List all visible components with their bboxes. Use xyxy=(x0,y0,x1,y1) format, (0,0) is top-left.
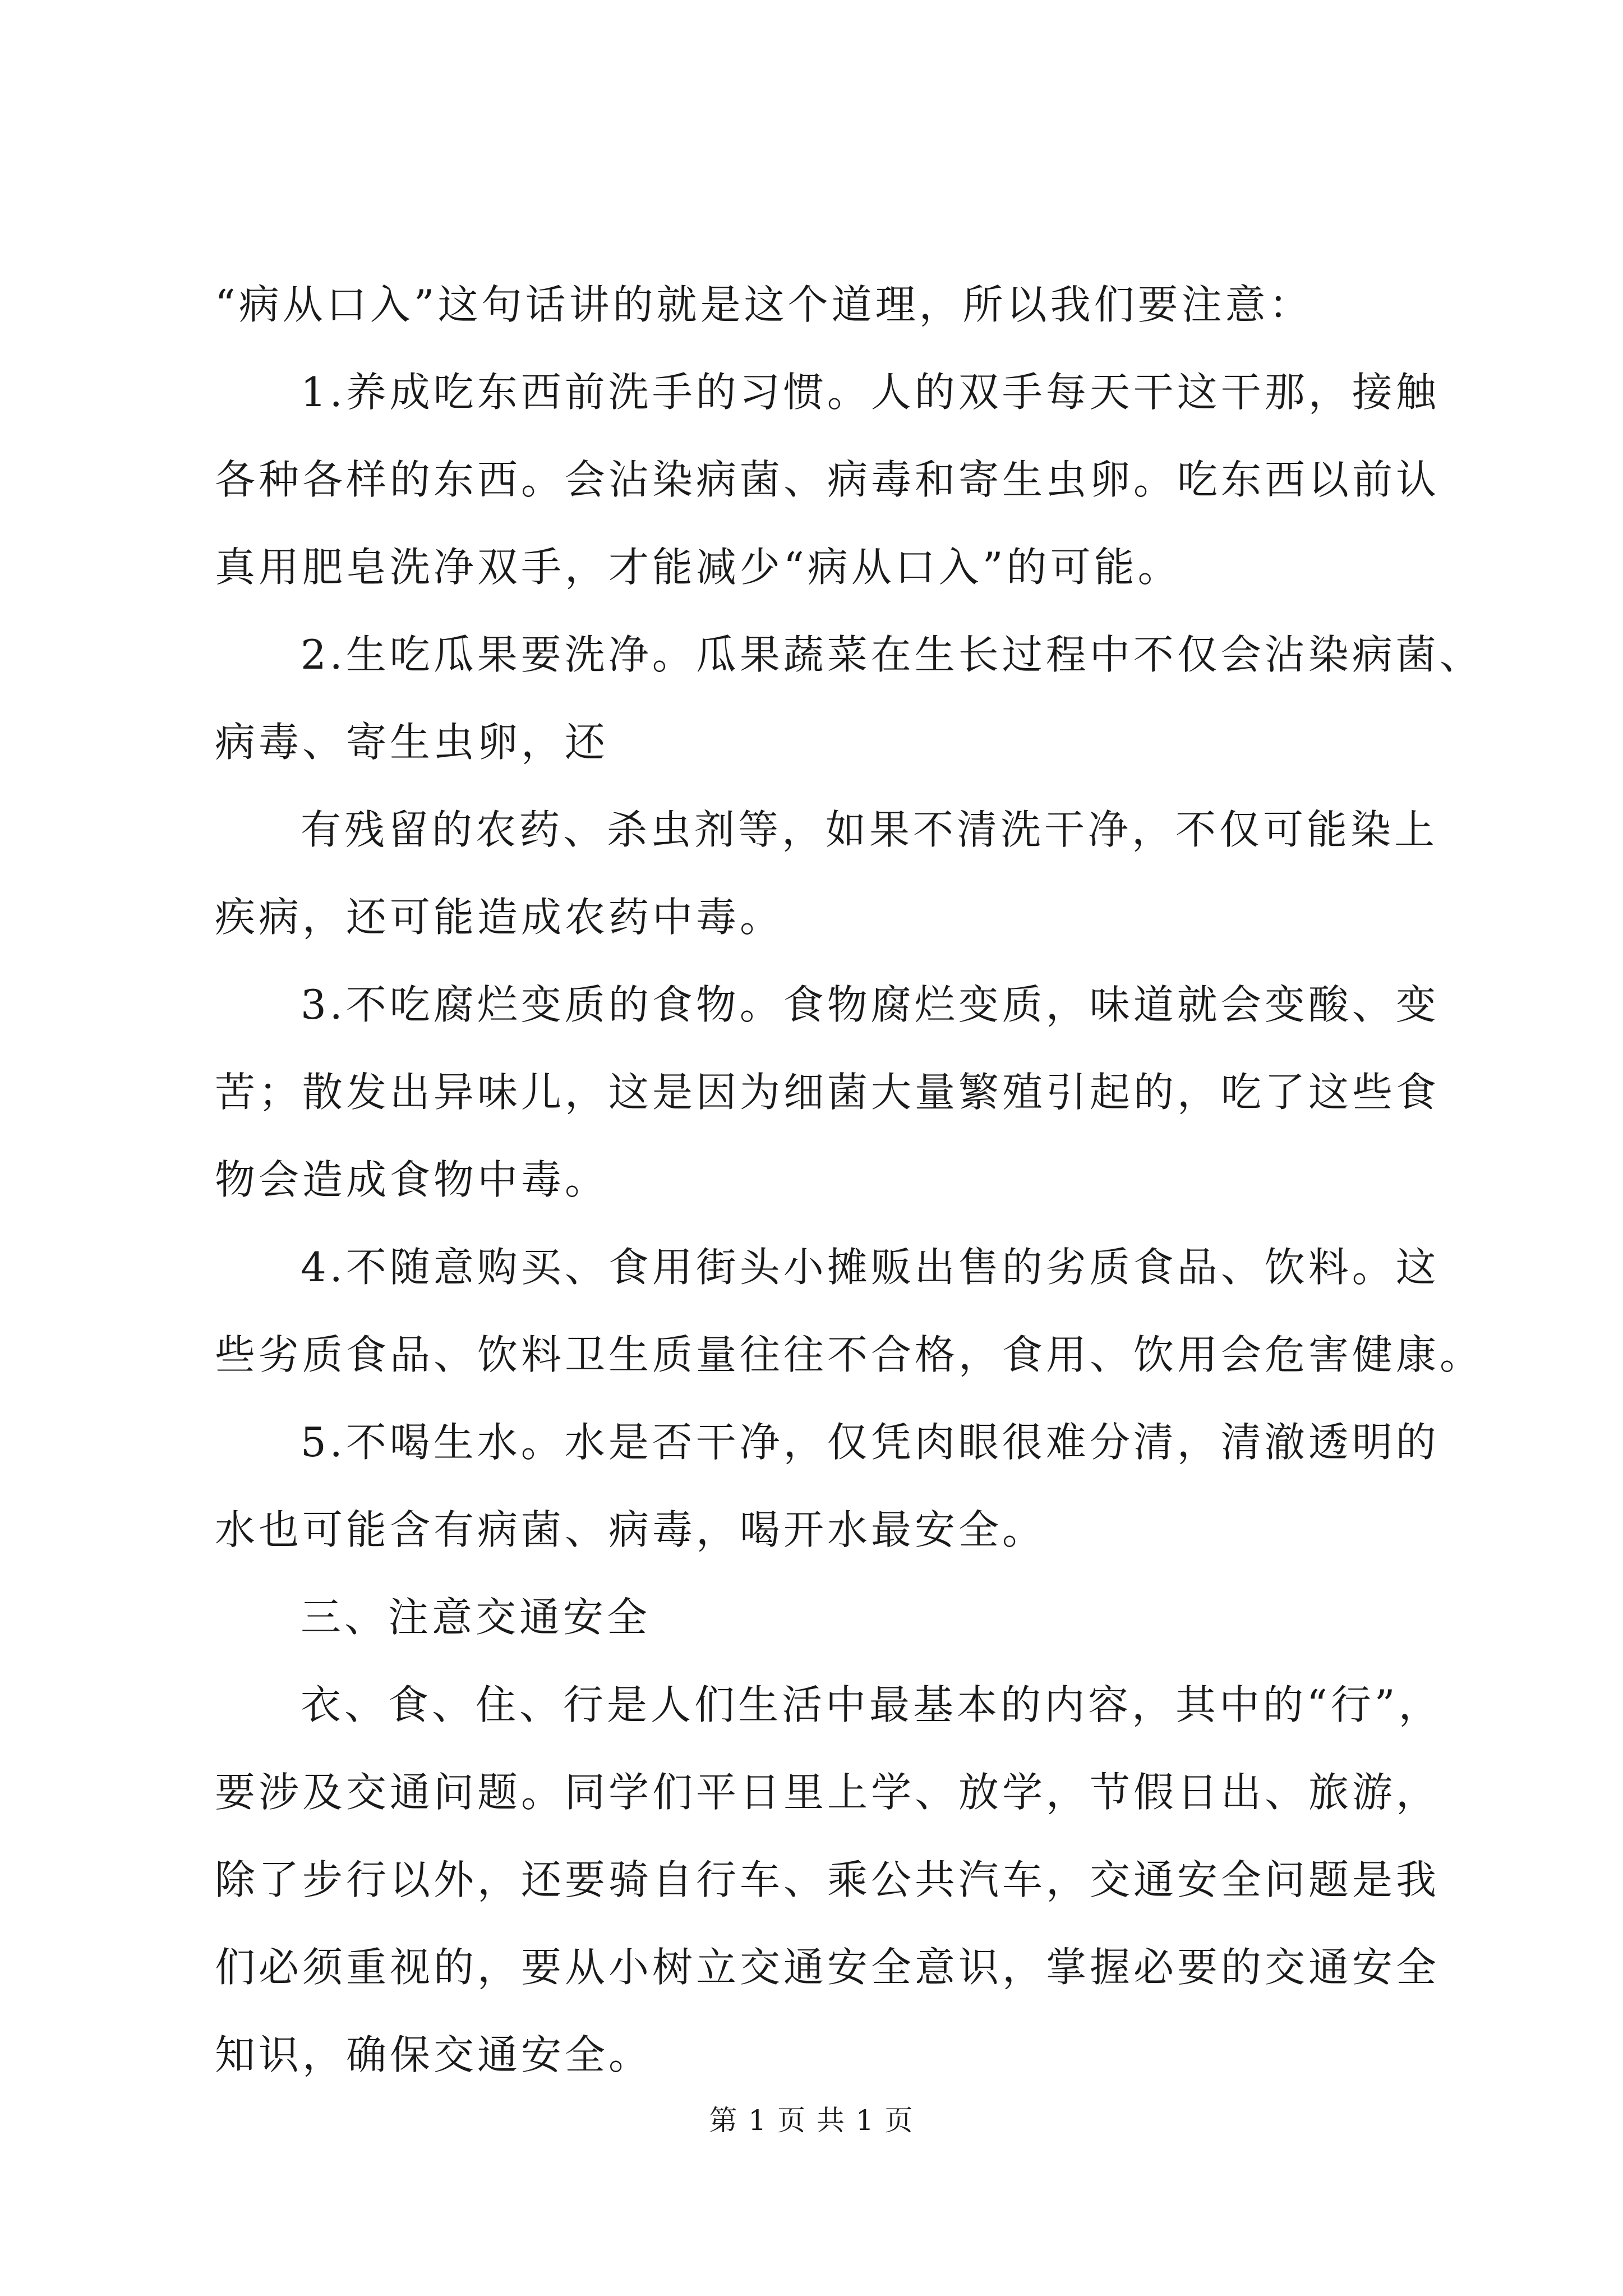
text-line: “病从口入”这句话讲的就是这个道理，所以我们要注意： xyxy=(215,281,1313,328)
text-line: 病毒、寄生虫卵，还 xyxy=(215,719,609,766)
text-line: 水也可能含有病菌、病毒，喝开水最安全。 xyxy=(215,1506,1046,1553)
document-body xyxy=(215,261,1484,2099)
text-line: 知识，确保交通安全。 xyxy=(215,2031,653,2078)
text-line: 们必须重视的，要从小树立交通安全意识，掌握必要的交通安全 xyxy=(215,1944,1440,1991)
text-line: 有残留的农药、杀虫剂等，如果不清洗干净，不仅可能染上 xyxy=(301,806,1438,853)
text-line: 2.生吃瓜果要洗净。瓜果蔬菜在生长过程中不仅会沾染病菌、 xyxy=(301,631,1483,678)
text-line: 苦；散发出异味儿，这是因为细菌大量繁殖引起的，吃了这些食 xyxy=(215,1069,1440,1116)
page-number-footer: 第 1 页 共 1 页 xyxy=(709,2104,914,2137)
text-line: 除了步行以外，还要骑自行车、乘公共汽车，交通安全问题是我 xyxy=(215,1856,1440,1903)
text-line: 4.不随意购买、食用街头小摊贩出售的劣质食品、饮料。这 xyxy=(301,1244,1440,1291)
text-line: 各种各样的东西。会沾染病菌、病毒和寄生虫卵。吃东西以前认 xyxy=(215,456,1440,503)
text-line: 衣、食、住、行是人们生活中最基本的内容，其中的“行”， xyxy=(301,1681,1442,1728)
text-line: 要涉及交通问题。同学们平日里上学、放学，节假日出、旅游， xyxy=(215,1769,1440,1816)
text-line: 3.不吃腐烂变质的食物。食物腐烂变质，味道就会变酸、变 xyxy=(301,981,1440,1028)
text-line: 疾病，还可能造成农药中毒。 xyxy=(215,894,784,941)
text-line: 些劣质食品、饮料卫生质量往往不合格，食用、饮用会危害健康。 xyxy=(215,1331,1484,1378)
text-line: 5.不喝生水。水是否干净，仅凭肉眼很难分清，清澈透明的 xyxy=(301,1419,1440,1466)
section-heading: 三、注意交通安全 xyxy=(301,1594,651,1641)
text-line: 真用肥皂洗净双手，才能减少“病从口入”的可能。 xyxy=(215,544,1182,591)
text-line: 物会造成食物中毒。 xyxy=(215,1156,609,1203)
text-line: 1.养成吃东西前洗手的习惯。人的双手每天干这干那，接触 xyxy=(301,369,1440,416)
